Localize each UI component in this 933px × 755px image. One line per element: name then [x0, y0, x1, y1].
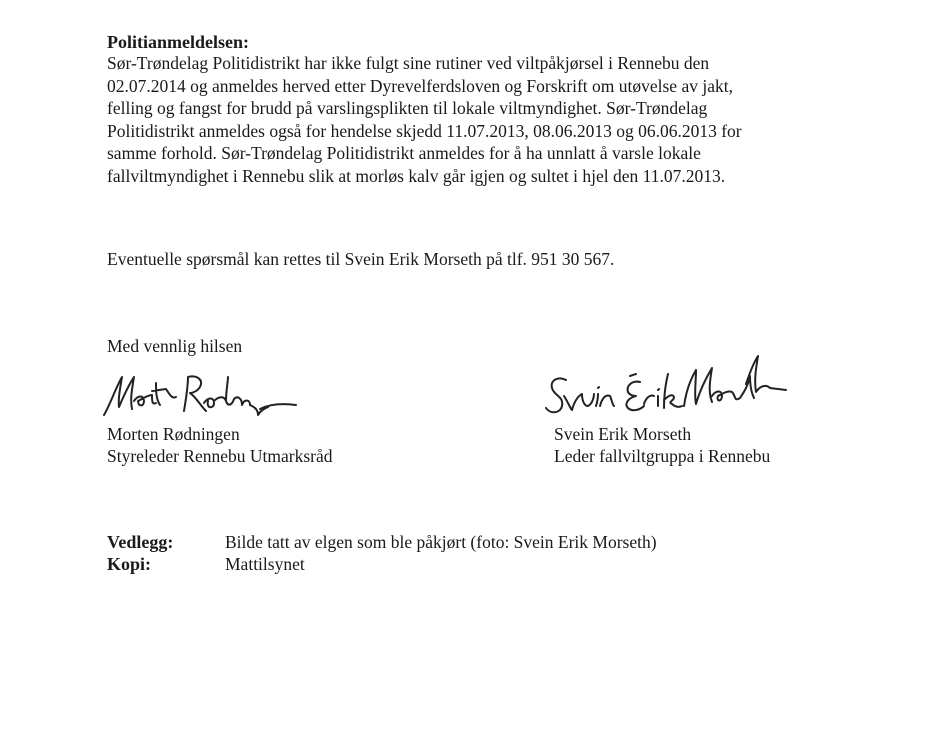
- signature-left: [100, 365, 300, 425]
- signatory-title: Styreleder Rennebu Utmarksråd: [107, 446, 333, 466]
- copy-row: [107, 553, 657, 575]
- kopi-label: Kopi:: [107, 554, 152, 574]
- complaint-paragraph: [107, 52, 827, 187]
- closing-greeting: Med vennlig hilsen: [107, 336, 243, 356]
- attachments-section: [107, 531, 657, 575]
- section-heading: Politianmeldelsen:: [107, 32, 249, 52]
- vedlegg-value: Bilde tatt av elgen som ble påkjørt (foto: Svein Erik Morseth): [225, 532, 657, 552]
- signatory-left: [107, 423, 332, 467]
- paragraph-line: 02.07.2014 og anmeldes herved etter Dyrevelferdsloven og Forskrift om utøvelse av jakt,: [107, 75, 733, 96]
- vedlegg-label: Vedlegg:: [107, 532, 174, 552]
- paragraph-line: fallviltmyndighet i Rennebu slik at morløs kalv går igjen og sultet i hjel den 11.07.2013.: [107, 165, 726, 186]
- paragraph-line: samme forhold. Sør-Trøndelag Politidistrikt anmeldes for å ha unnlatt å varsle lokale: [107, 143, 701, 163]
- signatory-right: [554, 423, 770, 467]
- paragraph-line: Politidistrikt anmeldes også for hendelse skjedd 11.07.2013, 08.06.2013 og 06.06.2013 for: [107, 120, 742, 141]
- contact-questions-line: Eventuelle spørsmål kan rettes til Svein Erik Morseth på tlf. 951 30 567.: [107, 249, 615, 269]
- signature-right: [540, 350, 790, 420]
- signatory-name: Morten Rødningen: [107, 424, 240, 444]
- kopi-value: Mattilsynet: [225, 554, 305, 574]
- attachment-row: [107, 531, 657, 553]
- signatory-title: Leder fallviltgruppa i Rennebu: [554, 446, 771, 466]
- paragraph-line: felling og fangst for brudd på varslingsplikten til lokale viltmyndighet. Sør-Trøndelag: [107, 98, 708, 118]
- signatory-name: Svein Erik Morseth: [554, 424, 692, 444]
- paragraph-line: Sør-Trøndelag Politidistrikt har ikke fulgt sine rutiner ved viltpåkjørsel i Rennebu den: [107, 53, 710, 73]
